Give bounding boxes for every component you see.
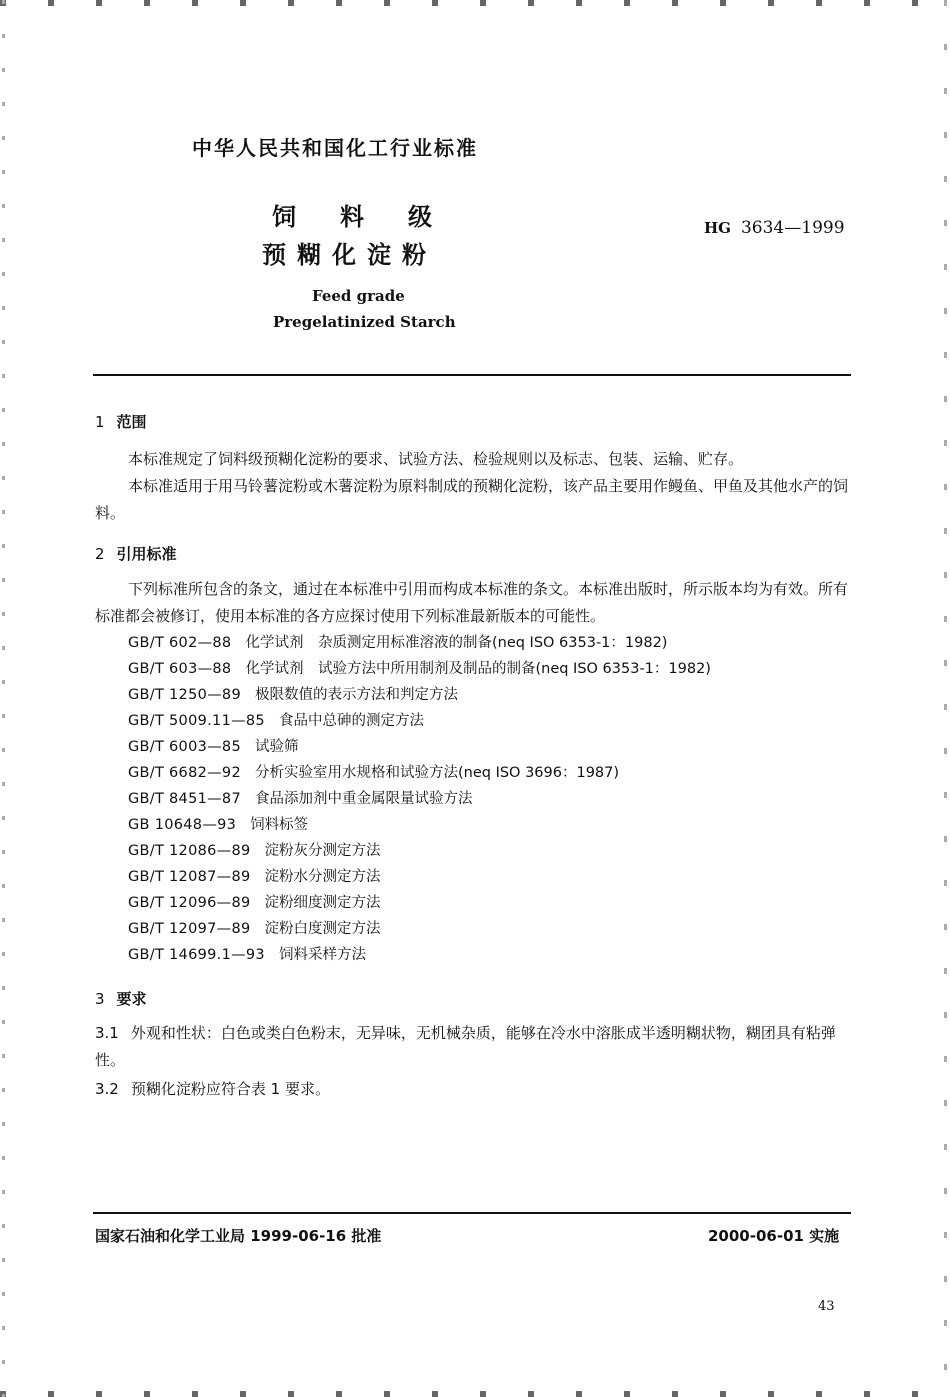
reference-code: GB 10648—93 (128, 817, 237, 833)
list-item (128, 630, 711, 656)
list-item (128, 942, 711, 968)
page-number: 43 (818, 1299, 835, 1314)
reference-code: GB/T 12087—89 (128, 869, 251, 885)
issuing-organization: 中华人民共和国化工行业标准 (192, 136, 478, 160)
list-item (128, 760, 711, 786)
document-title-line1: 饲料级 (272, 203, 476, 231)
document-title-line2: 预糊化淀粉 (262, 241, 437, 269)
reference-code: GB/T 5009.11—85 (128, 713, 265, 729)
reference-code: GB/T 603—88 (128, 661, 232, 677)
header-divider (93, 374, 851, 376)
list-item (128, 838, 711, 864)
standard-code (704, 218, 845, 238)
reference-title: 饲料标签 (250, 817, 309, 833)
list-item (128, 682, 711, 708)
list-item (128, 734, 711, 760)
reference-title: 化学试剂 杂质测定用标准溶液的制备(neq ISO 6353-1：1982) (245, 635, 668, 651)
list-item (128, 786, 711, 812)
reference-title: 极限数值的表示方法和判定方法 (255, 687, 458, 703)
english-title-line2: Pregelatinized Starch (273, 313, 456, 331)
clause-number: 3.1 (95, 1024, 119, 1042)
reference-code: GB/T 14699.1—93 (128, 947, 265, 963)
section-3-heading (95, 988, 147, 1009)
section-title: 要求 (116, 990, 147, 1008)
reference-title: 食品中总砷的测定方法 (278, 713, 424, 729)
clause-3-1 (95, 1020, 853, 1074)
list-item (128, 864, 711, 890)
reference-code: GB/T 1250—89 (128, 687, 241, 703)
reference-code: GB/T 602—88 (128, 635, 232, 651)
section-2-heading (95, 543, 177, 564)
clause-number: 3.2 (95, 1080, 119, 1098)
reference-title: 试验筛 (255, 739, 299, 755)
section-1-heading (95, 411, 147, 432)
scan-edge-left (2, 0, 5, 1397)
standard-number: 3634—1999 (740, 218, 845, 238)
reference-code: GB/T 12086—89 (128, 843, 251, 859)
list-item (128, 916, 711, 942)
approval-statement: 国家石油和化学工业局 1999-06-16 批准 (95, 1227, 382, 1245)
section-number: 1 (95, 413, 105, 431)
reference-title: 化学试剂 试验方法中所用制剂及制品的制备(neq ISO 6353-1：1982) (245, 661, 711, 677)
standard-prefix: HG (704, 219, 731, 237)
reference-title: 分析实验室用水规格和试验方法(neq ISO 3696：1987) (255, 765, 620, 781)
reference-code: GB/T 6003—85 (128, 739, 241, 755)
english-title-line1: Feed grade (312, 287, 405, 305)
section-number: 2 (95, 545, 105, 563)
reference-title: 饲料采样方法 (278, 947, 366, 963)
referenced-standards-list (128, 630, 711, 968)
reference-code: GB/T 8451—87 (128, 791, 241, 807)
reference-title: 淀粉白度测定方法 (264, 921, 381, 937)
scan-edge-top (0, 0, 950, 6)
reference-title: 淀粉水分测定方法 (264, 869, 381, 885)
reference-title: 食品添加剂中重金属限量试验方法 (255, 791, 473, 807)
scan-edge-bottom (0, 1391, 950, 1397)
section-2-paragraph-1: 下列标准所包含的条文，通过在本标准中引用而构成本标准的条文。本标准出版时，所示版本均为有效。所有标准都会被修订，使用本标准的各方应探讨使用下列标准最新版本的可能性。 (95, 580, 849, 625)
list-item (128, 708, 711, 734)
reference-title: 淀粉灰分测定方法 (264, 843, 381, 859)
clause-3-2 (95, 1076, 853, 1103)
section-title: 引用标准 (116, 545, 177, 563)
reference-code: GB/T 12097—89 (128, 921, 251, 937)
clause-text: 外观和性状：白色或类白色粉末，无异味，无机械杂质，能够在冷水中溶胀成半透明糊状物，糊团具有粘弹性。 (95, 1024, 836, 1069)
section-1-paragraph-2: 本标准适用于用马铃薯淀粉或木薯淀粉为原料制成的预糊化淀粉，该产品主要用作鳗鱼、甲鱼及其他水产的饲料。 (95, 477, 849, 522)
list-item (128, 890, 711, 916)
list-item (128, 812, 711, 838)
scan-edge-right (944, 0, 947, 1397)
implementation-date: 2000-06-01 实施 (708, 1227, 840, 1245)
reference-code: GB/T 6682—92 (128, 765, 241, 781)
reference-title: 淀粉细度测定方法 (264, 895, 381, 911)
section-1-paragraph-1: 本标准规定了饲料级预糊化淀粉的要求、试验方法、检验规则以及标志、包装、运输、贮存。 (128, 450, 744, 468)
clause-text: 预糊化淀粉应符合表 1 要求。 (130, 1080, 330, 1098)
footer-divider (93, 1212, 851, 1214)
reference-code: GB/T 12096—89 (128, 895, 251, 911)
section-number: 3 (95, 990, 105, 1008)
list-item (128, 656, 711, 682)
section-title: 范围 (116, 413, 147, 431)
